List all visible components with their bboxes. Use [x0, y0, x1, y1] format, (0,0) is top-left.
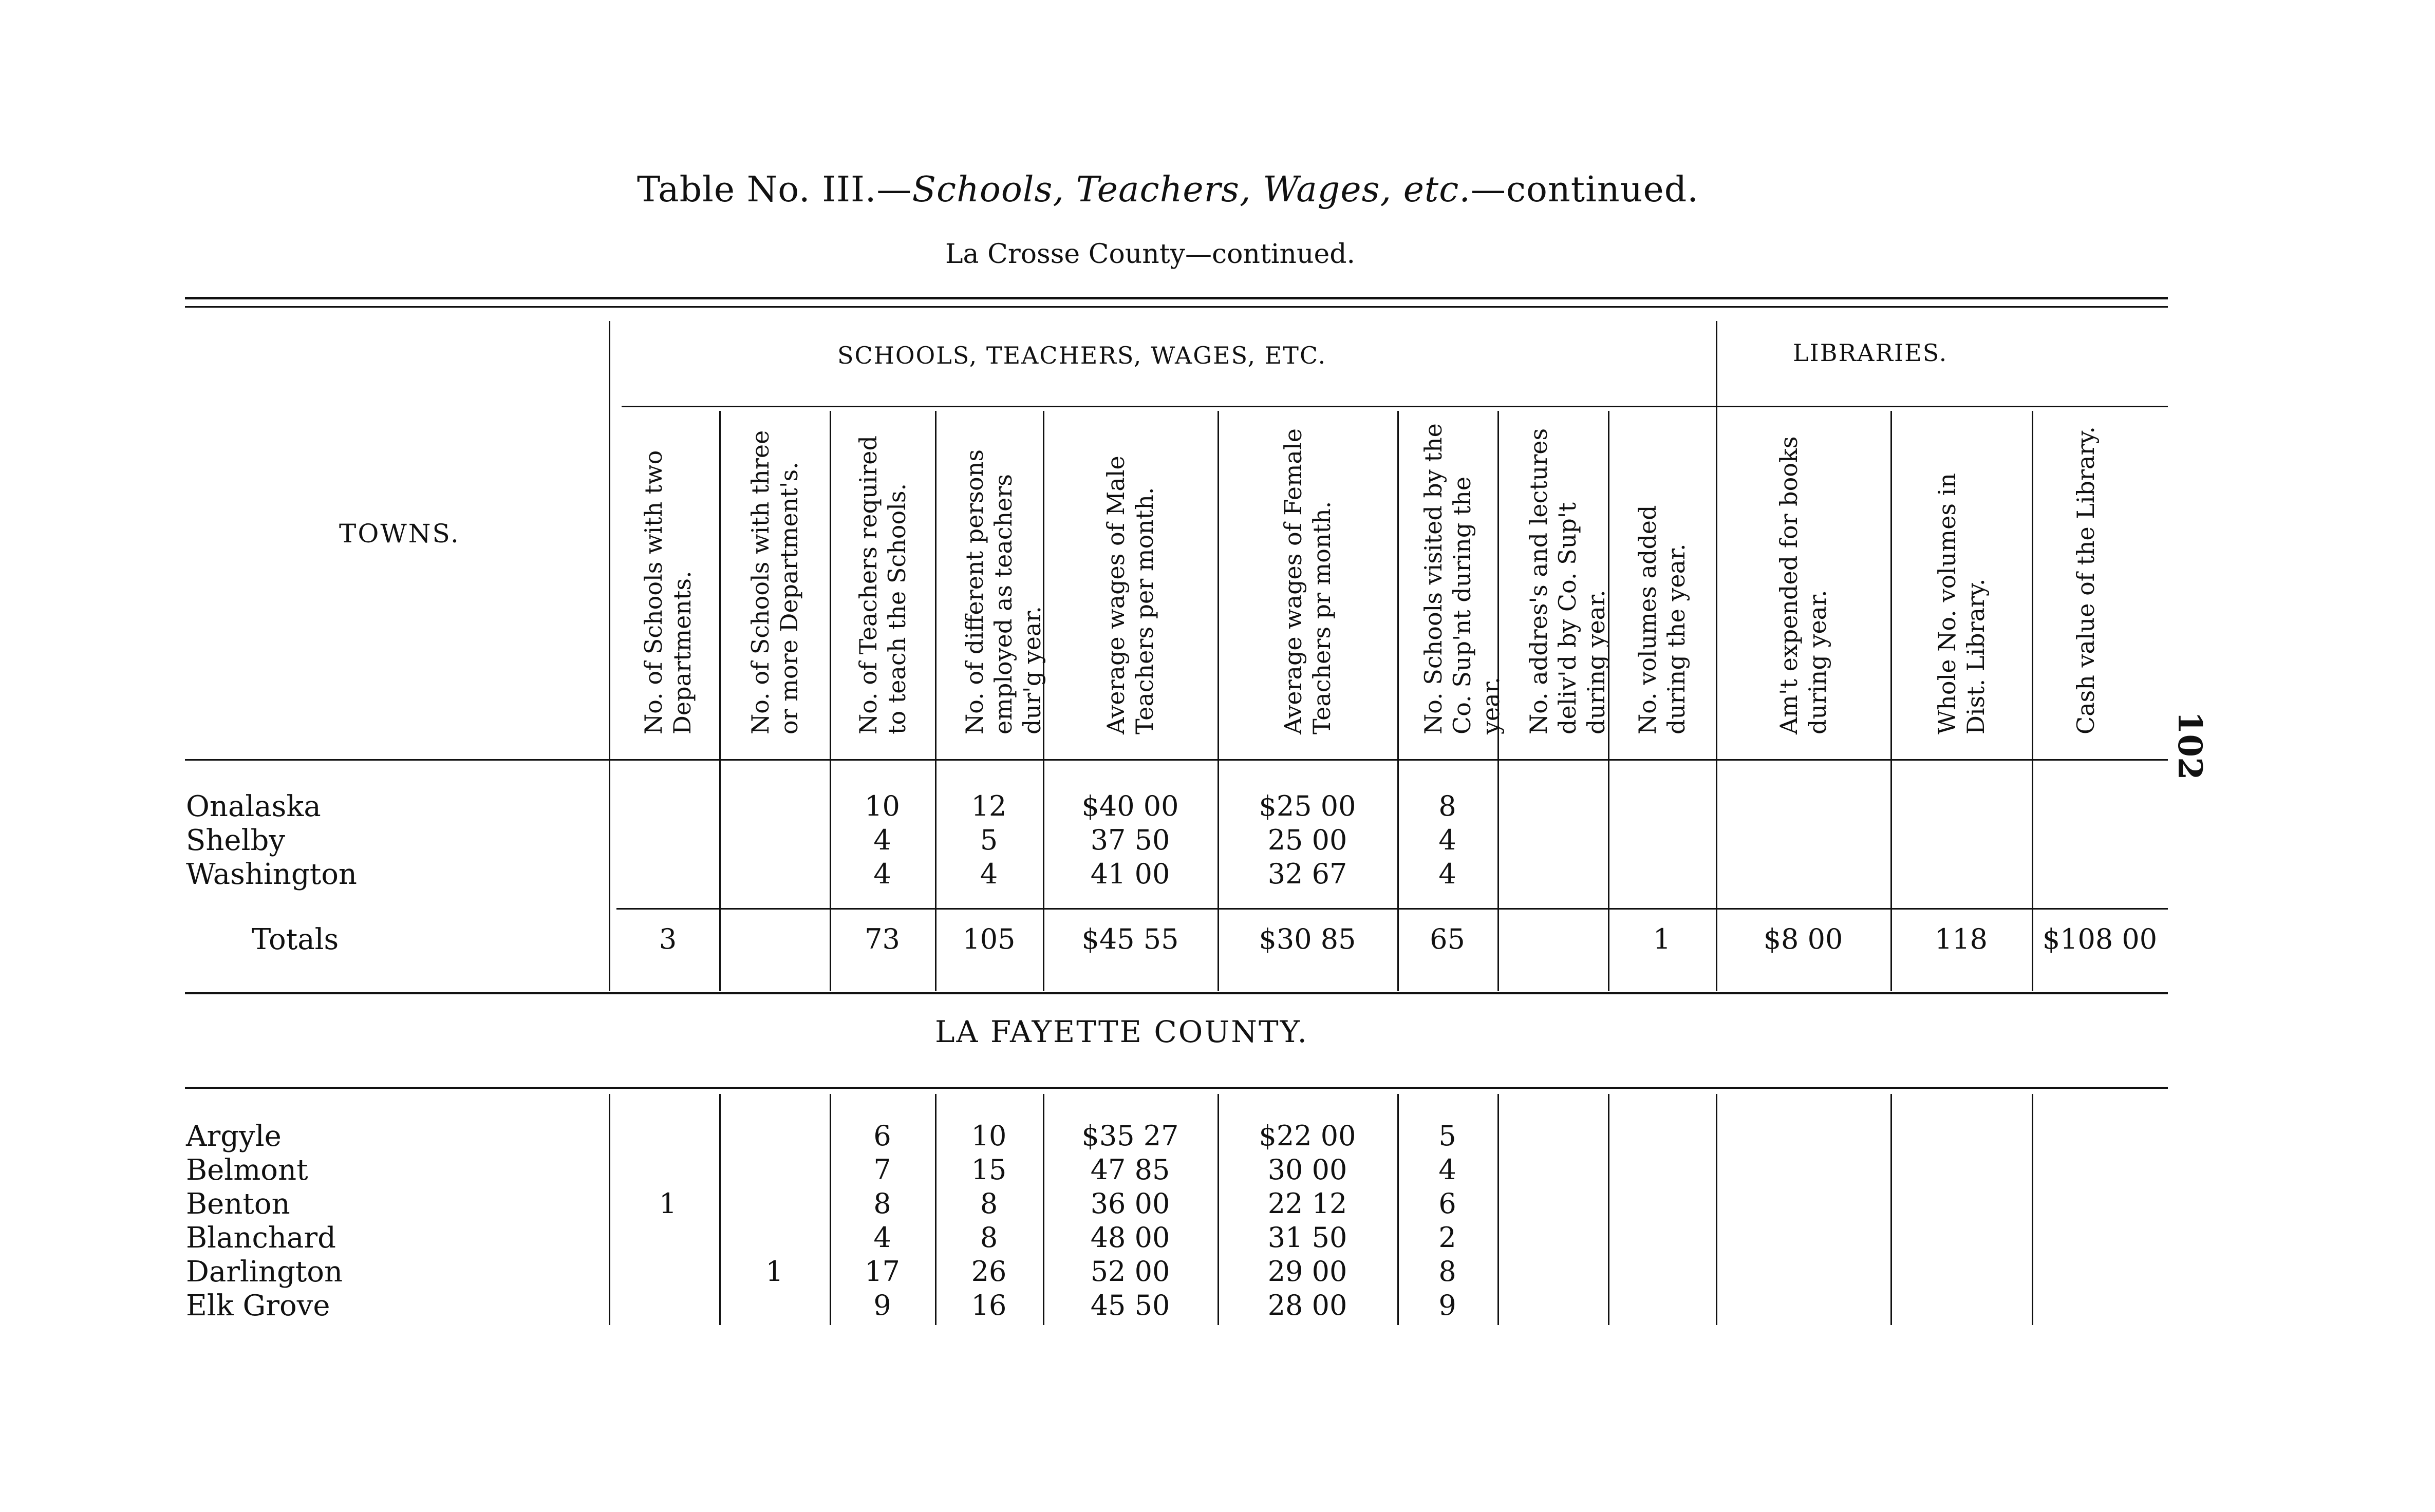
table-cell: 12 — [971, 790, 1007, 822]
page-number: 102 — [2170, 711, 2209, 780]
town-name: Elk Grove — [186, 1289, 330, 1322]
column-header: No. of Teachers required to teach the Schools. — [854, 436, 911, 734]
column-rule — [1497, 1094, 1499, 1325]
table-cell: 8 — [1438, 1255, 1456, 1288]
table-cell: 28 00 — [1267, 1289, 1347, 1321]
header-bottom-rule — [185, 759, 2168, 761]
table-cell: 5 — [980, 824, 998, 856]
top-rule-2 — [185, 306, 2168, 308]
column-rule — [719, 1094, 721, 1325]
column-rule — [2032, 1094, 2033, 1325]
table-title-italic: Schools, Teachers, Wages, etc. — [912, 169, 1471, 210]
table-cell: 29 00 — [1267, 1255, 1347, 1288]
table-cell: 9 — [1438, 1289, 1456, 1321]
table-cell: 6 — [1438, 1187, 1456, 1220]
table-cell: 7 — [873, 1154, 891, 1186]
table-cell: 30 00 — [1267, 1154, 1347, 1186]
column-rule — [2032, 411, 2033, 991]
column-header: Average wages of Female Teachers pr month. — [1279, 428, 1336, 734]
schools-group-heading: SCHOOLS, TEACHERS, WAGES, ETC. — [837, 342, 1327, 369]
header-divider — [622, 406, 2168, 407]
table-cell: 8 — [980, 1221, 998, 1254]
table-cell: 4 — [1438, 824, 1456, 856]
table-cell: 52 00 — [1090, 1255, 1170, 1288]
column-rule — [1397, 411, 1399, 991]
table-cell: $30 85 — [1259, 923, 1356, 955]
town-name: Shelby — [186, 824, 285, 857]
table-cell: 26 — [971, 1255, 1007, 1288]
column-rule — [1218, 411, 1219, 991]
column-header: No. of Schools with two Departments. — [640, 450, 696, 734]
column-rule — [1608, 1094, 1609, 1325]
table-cell: $45 55 — [1081, 923, 1179, 955]
table-cell: 15 — [971, 1154, 1007, 1186]
table-cell: 10 — [971, 1120, 1007, 1152]
totals-rule — [616, 908, 2168, 910]
table-cell: 105 — [962, 923, 1016, 955]
county-subtitle: La Crosse County—continued. — [945, 239, 1356, 270]
table-cell: $8 00 — [1763, 923, 1843, 955]
table-cell: 48 00 — [1090, 1221, 1170, 1254]
table-cell: 31 50 — [1267, 1221, 1347, 1254]
table-cell: 10 — [865, 790, 900, 822]
table-cell: 65 — [1430, 923, 1465, 955]
table-cell: 4 — [873, 1221, 891, 1254]
table-cell: $108 00 — [2042, 923, 2158, 955]
column-rule — [609, 1094, 610, 1325]
column-rule — [719, 411, 721, 991]
towns-heading: TOWNS. — [339, 519, 460, 549]
table-title-prefix: Table No. III.— — [637, 169, 912, 210]
column-rule — [935, 411, 936, 991]
table-cell: $22 00 — [1259, 1120, 1356, 1152]
table-cell: 4 — [873, 858, 891, 890]
table-cell: 6 — [873, 1120, 891, 1152]
column-header: Whole No. volumes in Dist. Library. — [1933, 473, 1990, 734]
table-cell: 8 — [1438, 790, 1456, 822]
town-name: Belmont — [186, 1154, 308, 1187]
column-rule — [1716, 321, 1717, 991]
table-cell: 4 — [873, 824, 891, 856]
table-cell: 25 00 — [1267, 824, 1347, 856]
table-cell: 17 — [865, 1255, 900, 1288]
column-header: Cash value of the Library. — [2071, 426, 2100, 734]
la-fayette-county-heading: LA FAYETTE COUNTY. — [935, 1014, 1308, 1049]
table-cell: 1 — [1653, 923, 1671, 955]
table-cell: 118 — [1934, 923, 1988, 955]
table-cell: 41 00 — [1090, 858, 1170, 890]
column-header: No. addres's and lectures deliv'd by Co. Sup't during year. — [1524, 428, 1610, 734]
table-cell: $40 00 — [1081, 790, 1179, 822]
table-title — [637, 169, 1767, 210]
town-name: Darlington — [186, 1255, 343, 1289]
table-cell: 4 — [1438, 858, 1456, 890]
column-header: No. of Schools with three or more Department's. — [746, 430, 803, 734]
table-cell: 1 — [659, 1187, 677, 1220]
section-rule — [185, 992, 2168, 994]
table-cell: 45 50 — [1090, 1289, 1170, 1321]
column-header: No. of different persons employed as teachers dur'g year. — [961, 449, 1046, 734]
column-rule — [1716, 1094, 1717, 1325]
town-name: Blanchard — [186, 1221, 336, 1255]
table-cell: 4 — [980, 858, 998, 890]
libraries-group-heading: LIBRARIES. — [1793, 339, 1948, 367]
column-rule — [830, 411, 831, 991]
table-cell: 4 — [1438, 1154, 1456, 1186]
table-cell: 5 — [1438, 1120, 1456, 1152]
county2-rule — [185, 1087, 2168, 1089]
town-name: Totals — [252, 923, 339, 956]
table-cell: 37 50 — [1090, 824, 1170, 856]
table-cell: 3 — [659, 923, 677, 955]
table-cell: 47 85 — [1090, 1154, 1170, 1186]
column-header: No. volumes added during the year. — [1634, 505, 1690, 734]
column-rule — [1890, 1094, 1892, 1325]
table-cell: 1 — [765, 1255, 783, 1288]
town-name: Benton — [186, 1187, 290, 1221]
column-header: Average wages of Male Teachers per month. — [1102, 456, 1158, 734]
town-name: Washington — [186, 858, 357, 891]
town-name: Argyle — [186, 1120, 282, 1153]
column-rule — [1890, 411, 1892, 991]
table-cell: 9 — [873, 1289, 891, 1321]
table-cell: 32 67 — [1267, 858, 1347, 890]
table-cell: $35 27 — [1081, 1120, 1179, 1152]
table-cell: 36 00 — [1090, 1187, 1170, 1220]
column-header: Am't expended for books during year. — [1775, 436, 1831, 734]
column-header: No. Schools visited by the Co. Sup'nt during the year. — [1419, 423, 1505, 734]
column-rule — [609, 321, 610, 991]
table-cell: 16 — [971, 1289, 1007, 1321]
top-rule-1 — [185, 297, 2168, 299]
town-name: Onalaska — [186, 790, 321, 823]
table-cell: 8 — [980, 1187, 998, 1220]
table-title-suffix: —continued. — [1470, 169, 1699, 210]
table-cell: 8 — [873, 1187, 891, 1220]
table-cell: 2 — [1438, 1221, 1456, 1254]
table-cell: $25 00 — [1259, 790, 1356, 822]
table-cell: 22 12 — [1267, 1187, 1347, 1220]
table-cell: 73 — [865, 923, 900, 955]
